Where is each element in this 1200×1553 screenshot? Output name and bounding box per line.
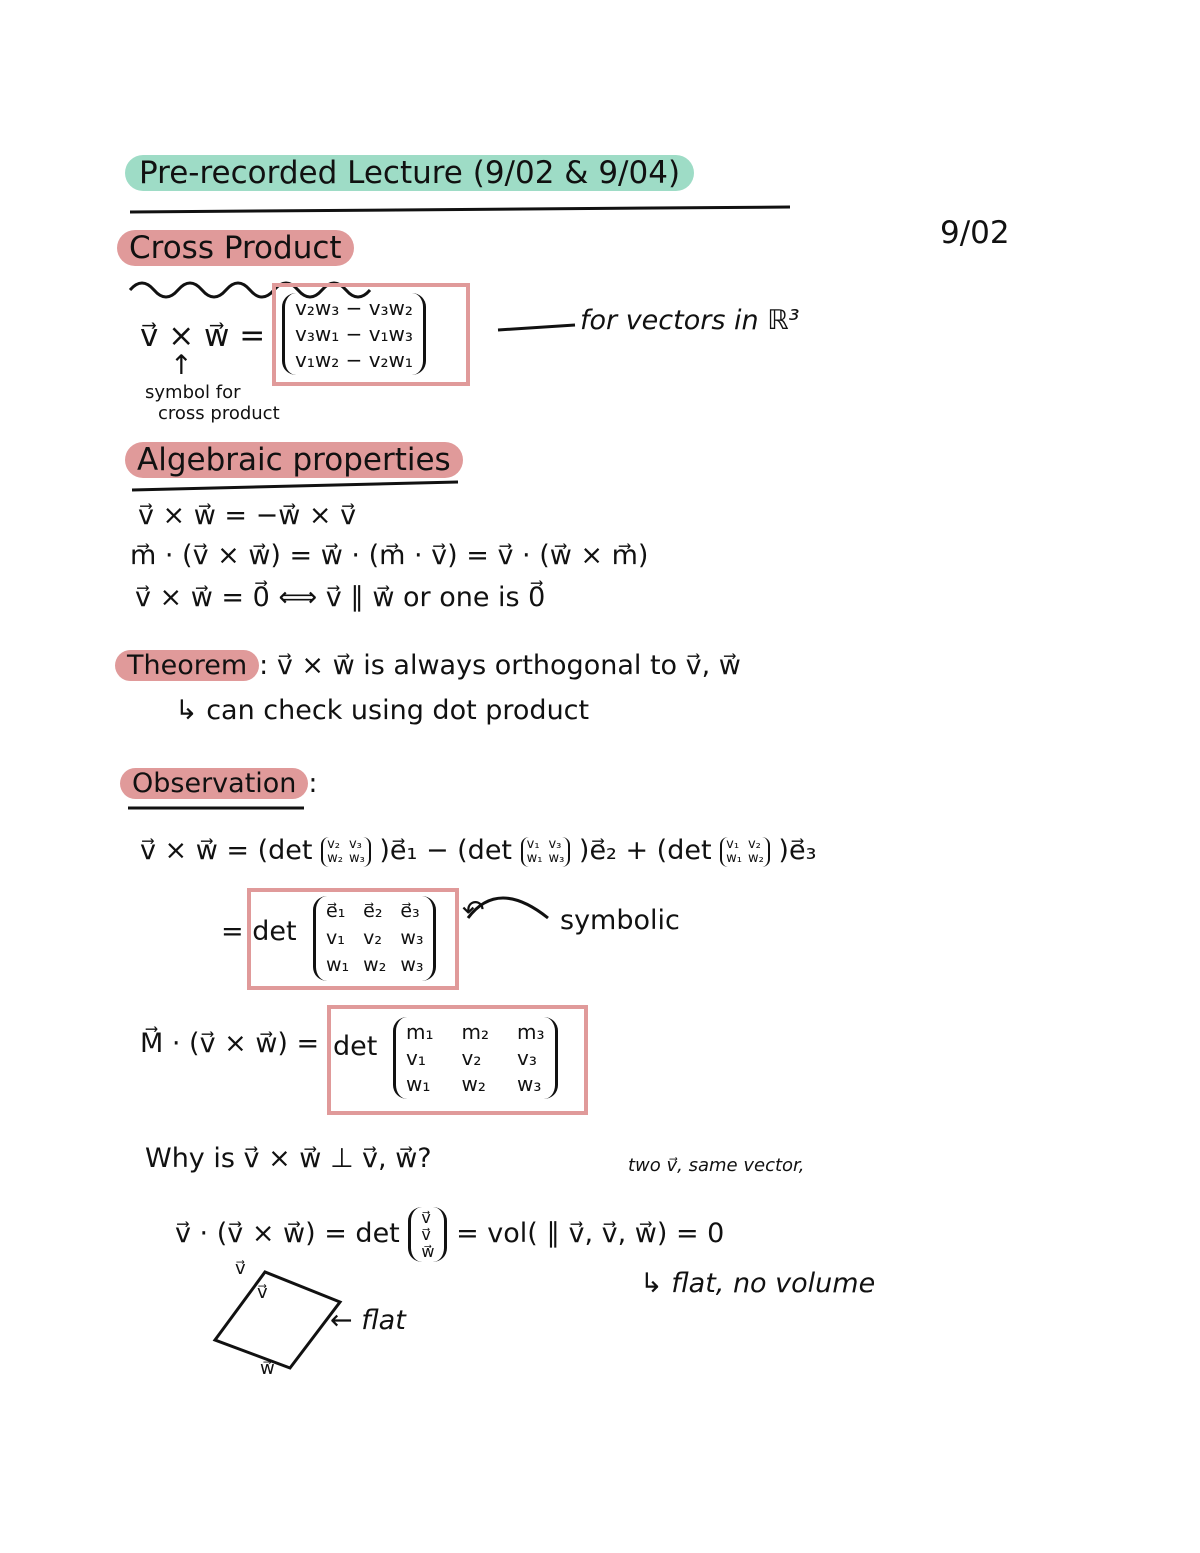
expansion-part: )e⃗₁ − (det [379, 835, 513, 866]
entry: v⃗ [421, 1225, 431, 1244]
sketch-label-w: w⃗ [260, 1358, 275, 1379]
entry: w₁ [326, 954, 350, 976]
entry: v₁ [726, 836, 740, 852]
vectors-note: for vectors in ℝ³ [580, 305, 800, 336]
entry: v₁ [326, 927, 345, 949]
entry: v₃ [348, 836, 362, 852]
page-title [125, 155, 694, 191]
algebraic-heading-text: Algebraic properties [125, 442, 463, 478]
entry: w₂ [747, 850, 764, 866]
entry: w₁ [726, 850, 742, 866]
flat-label: ← flat [330, 1305, 406, 1336]
observation-heading [120, 768, 318, 799]
entry: v₂ [461, 1046, 482, 1070]
column-vector [408, 1207, 447, 1262]
entry: w₃ [400, 927, 424, 949]
entry: v₂ [327, 836, 341, 852]
property-line: v⃗ × w⃗ = 0⃗ ⟺ v⃗ ∥ w⃗ or one is 0⃗ [135, 582, 546, 613]
entry: e⃗₃ [400, 900, 420, 922]
theorem-label: Theorem [115, 650, 259, 681]
det-label: = det [221, 916, 297, 947]
cross-product-heading [117, 230, 354, 266]
entry: v₁ [526, 836, 540, 852]
entry: w₁ [406, 1072, 431, 1096]
observation-label: Observation [120, 768, 308, 799]
why-question: Why is v⃗ × w⃗ ⊥ v⃗, w⃗? [145, 1143, 432, 1174]
entry: v⃗ [421, 1208, 431, 1227]
symbolic-matrix [313, 896, 436, 981]
symbolic-label: symbolic [560, 905, 680, 936]
minor-matrix-2 [521, 837, 571, 867]
entry: m₂ [461, 1020, 489, 1044]
entry: w₁ [526, 850, 543, 866]
entry: v₂ [363, 927, 383, 949]
cross-matrix [282, 293, 426, 375]
entry: v₂ [747, 836, 761, 852]
cross-matrix-box [272, 283, 470, 386]
flat-no-volume: ↳ flat, no volume [640, 1268, 876, 1299]
why-equation [175, 1207, 724, 1262]
triple-lhs: M⃗ · (v⃗ × w⃗) = [140, 1028, 320, 1059]
two-v-annotation: two v⃗, same vector, [628, 1155, 805, 1176]
arrow-to-note [498, 325, 575, 330]
property-line: m⃗ · (v⃗ × w⃗) = w⃗ · (m⃗ · v⃗) = v⃗ · (w⃗ × m⃗) [130, 540, 649, 571]
curved-arrow-icon: ↶ [462, 895, 485, 926]
expansion-part: )e⃗₂ + (det [578, 835, 712, 866]
theorem [115, 650, 741, 681]
symbolic-det-box [221, 888, 459, 990]
matrix-entry: v₂w₃ − v₃w₂ [295, 296, 413, 320]
sketch-label-v2: v⃗ [257, 1282, 268, 1303]
cross-product-heading-text: Cross Product [117, 230, 354, 266]
symbol-note-1: symbol for [145, 382, 241, 403]
minor-matrix-3 [720, 837, 770, 867]
up-arrow-icon: ↑ [170, 350, 193, 381]
title-text: Pre-recorded Lecture (9/02 & 9/04) [125, 155, 694, 191]
expansion-part: )e⃗₃ [778, 835, 817, 866]
entry: w₃ [548, 850, 565, 866]
matrix-entry: v₃w₁ − v₁w₃ [295, 322, 413, 346]
eq-lhs: v⃗ · (v⃗ × w⃗) = det [175, 1218, 400, 1249]
minor-matrix-1 [321, 837, 371, 867]
entry: w₂ [327, 850, 343, 866]
entry: v₁ [406, 1046, 426, 1070]
entry: m₃ [517, 1020, 545, 1044]
entry: v₃ [548, 836, 562, 852]
theorem-sub: ↳ can check using dot product [175, 695, 590, 726]
theorem-text: : v⃗ × w⃗ is always orthogonal to v⃗, w⃗ [259, 650, 741, 681]
sketch-label-v1: v⃗ [235, 1258, 246, 1279]
parallelogram-sketch [215, 1272, 340, 1368]
triple-det-box [327, 1005, 588, 1115]
title-underline [130, 207, 790, 212]
det-expansion [140, 835, 816, 867]
entry: w₂ [461, 1072, 486, 1096]
entry: w₂ [363, 954, 387, 976]
symbol-note-2: cross product [158, 403, 280, 424]
entry: w₃ [400, 954, 424, 976]
det-label: det [333, 1031, 378, 1062]
property-line: v⃗ × w⃗ = −w⃗ × v⃗ [138, 500, 357, 531]
entry: w₃ [348, 850, 365, 866]
entry: e⃗₁ [326, 900, 346, 922]
entry: w₃ [517, 1072, 542, 1096]
triple-matrix [393, 1017, 558, 1099]
date: 9/02 [940, 215, 1010, 251]
matrix-entry: v₁w₂ − v₂w₁ [295, 348, 413, 372]
algebraic-underline [132, 482, 458, 490]
expansion-part: v⃗ × w⃗ = (det [140, 835, 313, 866]
entry: m₁ [406, 1020, 434, 1044]
observation-colon: : [308, 768, 318, 799]
entry: v₃ [517, 1046, 537, 1070]
entry: w⃗ [421, 1242, 435, 1261]
entry: e⃗₂ [363, 900, 383, 922]
eq-rhs: = vol( ∥ v⃗, v⃗, w⃗) = 0 [456, 1218, 725, 1249]
algebraic-heading [125, 442, 463, 478]
cross-lhs: v⃗ × w⃗ = [140, 318, 266, 354]
